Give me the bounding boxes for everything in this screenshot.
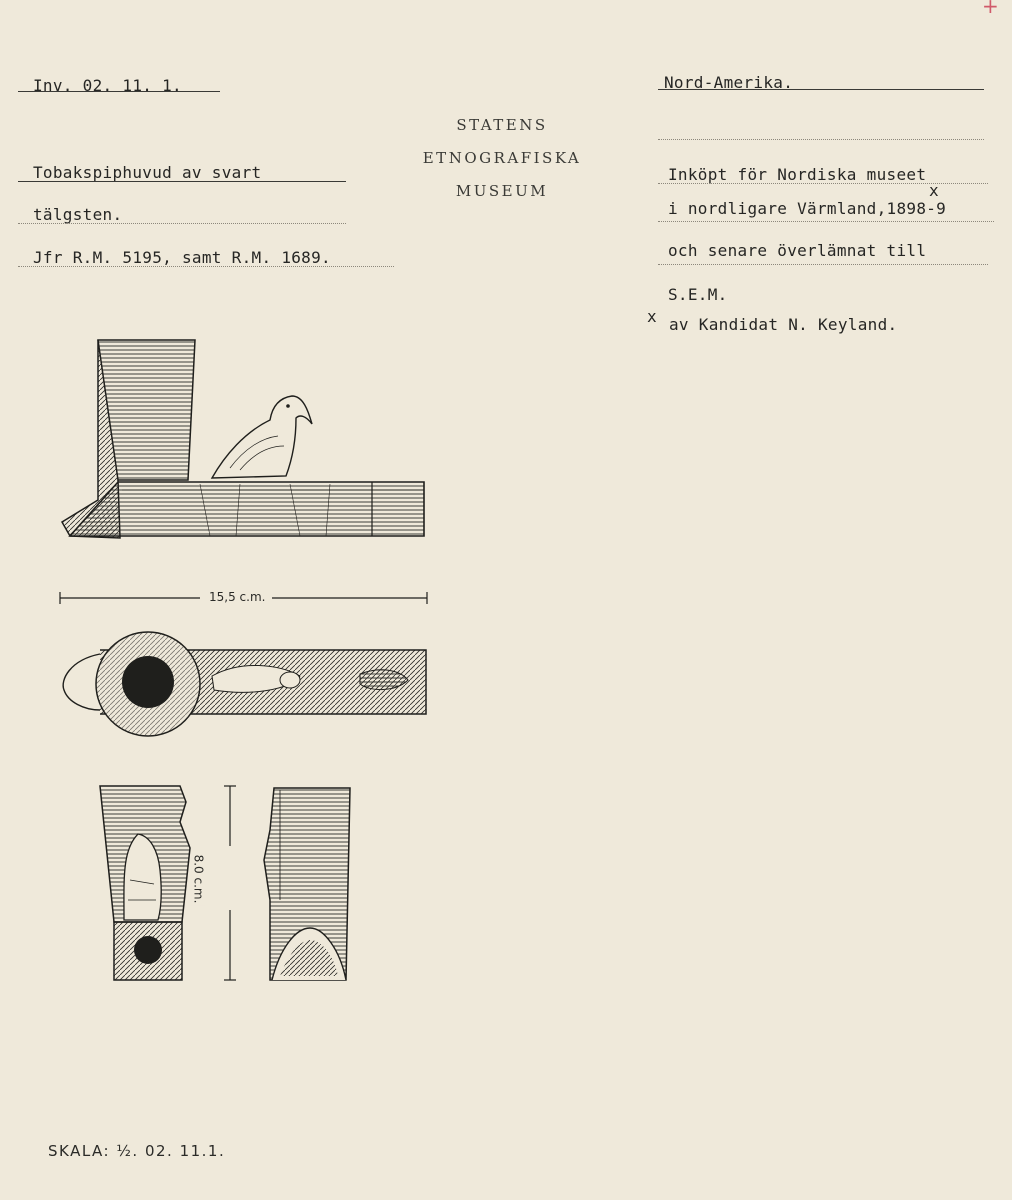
museum-line-2: ETNOGRAFISKA [422, 149, 582, 167]
provenance-note: av Kandidat N. Keyland. [669, 315, 898, 334]
provenance-line-1: Inköpt för Nordiska museet [668, 165, 927, 184]
corner-mark: + [982, 0, 999, 18]
description-line-1: Tobakspiphuvud av svart [33, 163, 262, 182]
bird-figure [212, 396, 312, 478]
provenance-line-3: och senare överlämnat till [668, 241, 927, 260]
provenance-line-4: S.E.M. [668, 285, 728, 304]
height-label: 8.0 c.m. [191, 854, 206, 904]
length-label: 15,5 c.m. [206, 590, 268, 604]
pipe-front-view [100, 786, 190, 980]
pipe-back-view [264, 788, 350, 980]
description-line-2: tälgsten. [33, 205, 123, 224]
pipe-side-view [62, 340, 424, 538]
scale-footer: SKALA: ½. 02. 11.1. [48, 1142, 226, 1160]
pipe-top-view [63, 632, 426, 736]
height-measure [224, 786, 236, 980]
region: Nord-Amerika. [664, 73, 794, 92]
museum-line-3: MUSEUM [455, 182, 549, 200]
inventory-number: Inv. 02. 11. 1. [33, 76, 182, 95]
footnote-mark: x [929, 181, 939, 200]
museum-line-1: STATENS [456, 116, 548, 134]
note-mark: x [647, 307, 657, 326]
description-line-3: Jfr R.M. 5195, samt R.M. 1689. [33, 248, 331, 267]
provenance-line-2: i nordligare Värmland,1898-9 [668, 199, 947, 218]
